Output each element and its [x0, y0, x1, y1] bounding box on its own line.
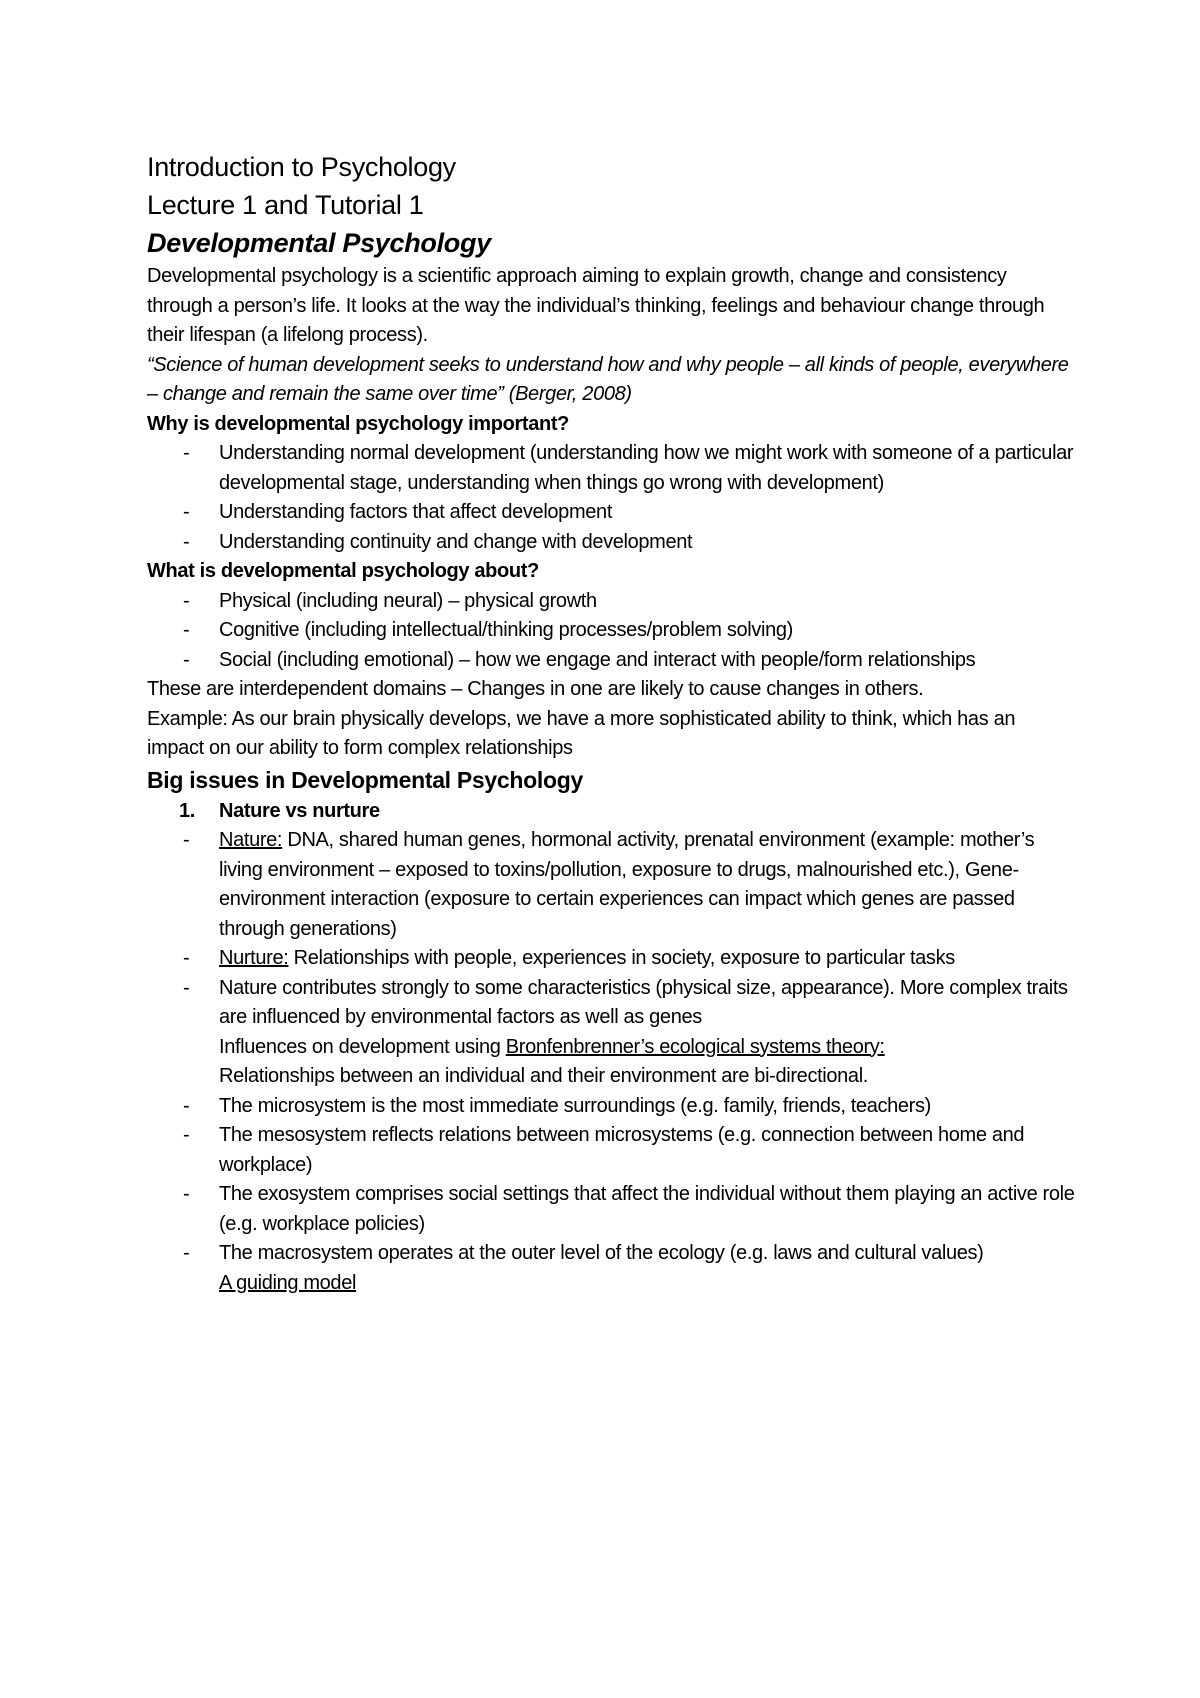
number-marker: 1.	[179, 799, 195, 822]
list-item-text: The mesosystem reflects relations between microsystems (e.g. connection between home and workplace)	[219, 1124, 1025, 1176]
document-page	[147, 148, 1077, 1298]
relationships-text: Relationships between an individual and their environment are bi-directional.	[219, 1065, 869, 1087]
list-item	[147, 498, 1077, 528]
nature-label: Nature:	[219, 829, 283, 851]
why-important-list	[147, 439, 1077, 557]
nurture-text: Relationships with people, experiences in society, exposure to particular tasks	[288, 947, 955, 969]
bullet-dash: -	[183, 947, 190, 969]
list-item-nature	[147, 826, 1077, 944]
bullet-dash: -	[183, 442, 190, 464]
what-about-heading: What is developmental psychology about?	[147, 560, 539, 582]
interdependent-paragraph: These are interdependent domains – Changes in one are likely to cause changes in others.	[147, 678, 924, 700]
document-title: Introduction to Psychology	[147, 152, 456, 182]
bullet-dash: -	[183, 1124, 190, 1146]
list-item-nurture	[147, 944, 1077, 974]
bullet-dash: -	[183, 1094, 190, 1117]
nurture-label: Nurture:	[219, 947, 289, 969]
bullet-dash: -	[183, 501, 190, 523]
bullet-dash: -	[183, 589, 190, 612]
nature-contrib-text: Nature contributes strongly to some characteristics (physical size, appearance). More complex traits are influenced by environmental factors as well as genes	[219, 976, 1068, 1028]
document-subtitle: Lecture 1 and Tutorial 1	[147, 190, 424, 220]
list-item	[147, 528, 1077, 558]
intro-paragraph: Developmental psychology is a scientific approach aiming to explain growth, change and consistency through a person’s life. It looks at the way the individual’s thinking, feelings and behaviour change through their lifespan (a lifelong process).	[147, 265, 1045, 346]
bullet-dash: -	[183, 648, 190, 671]
list-item-exosystem	[147, 1180, 1077, 1239]
section-title: Developmental Psychology	[147, 228, 491, 258]
bullet-dash: -	[183, 530, 190, 553]
list-item	[147, 646, 1077, 676]
list-item-nature-contrib	[147, 974, 1077, 1092]
nature-text: DNA, shared human genes, hormonal activity, prenatal environment (example: mother’s living environment – exposed to toxins/pollution, exposure to drugs, malnourished etc.), Gene-environment interaction (exposure to certain experiences can impact which genes are passed through generations)	[219, 829, 1035, 940]
guiding-model: A guiding model	[219, 1271, 357, 1294]
bullet-dash: -	[183, 1183, 190, 1205]
numbered-item-text: Nature vs nurture	[219, 799, 380, 822]
list-item-text: Physical (including neural) – physical growth	[219, 589, 597, 612]
list-item-text: The macrosystem operates at the outer level of the ecology (e.g. laws and cultural values)	[219, 1242, 984, 1264]
what-about-list	[147, 587, 1077, 676]
bronfenbrenner-theory: Bronfenbrenner’s ecological systems theory:	[505, 1035, 885, 1058]
bullet-dash: -	[183, 1242, 190, 1264]
bullet-dash: -	[183, 829, 190, 851]
bullet-dash: -	[183, 976, 190, 999]
list-item-microsystem	[147, 1092, 1077, 1122]
list-item	[147, 616, 1077, 646]
big-issues-heading: Big issues in Developmental Psychology	[147, 766, 583, 793]
list-item-text: Understanding continuity and change with development	[219, 530, 693, 553]
list-item-macrosystem	[147, 1239, 1077, 1298]
nature-nurture-list	[147, 826, 1077, 1298]
list-item-text: The exosystem comprises social settings that affect the individual without them playing an active role (e.g. workplace policies)	[219, 1183, 1075, 1235]
quote-paragraph: “Science of human development seeks to understand how and why people – all kinds of people, everywhere – change and remain the same over time” (Berger, 2008)	[147, 353, 1069, 405]
influences-prefix: Influences on development using	[219, 1035, 506, 1058]
list-item	[147, 439, 1077, 498]
big-issues-numbered-list	[147, 797, 1077, 827]
list-item-text: Understanding normal development (understanding how we might work with someone of a particular developmental stage, understanding when things go wrong with development)	[219, 442, 1074, 494]
list-item-text: The microsystem is the most immediate surroundings (e.g. family, friends, teachers)	[219, 1094, 931, 1117]
why-important-heading: Why is developmental psychology important?	[147, 412, 570, 435]
bullet-dash: -	[183, 619, 190, 641]
numbered-item	[147, 797, 1077, 827]
list-item	[147, 587, 1077, 617]
list-item-mesosystem	[147, 1121, 1077, 1180]
list-item-text: Social (including emotional) – how we engage and interact with people/form relationships	[219, 648, 976, 671]
list-item-text: Understanding factors that affect development	[219, 501, 613, 523]
example-paragraph: Example: As our brain physically develops, we have a more sophisticated ability to think, which has an impact on our ability to form complex relationships	[147, 707, 1016, 759]
list-item-text: Cognitive (including intellectual/thinking processes/problem solving)	[219, 619, 793, 641]
